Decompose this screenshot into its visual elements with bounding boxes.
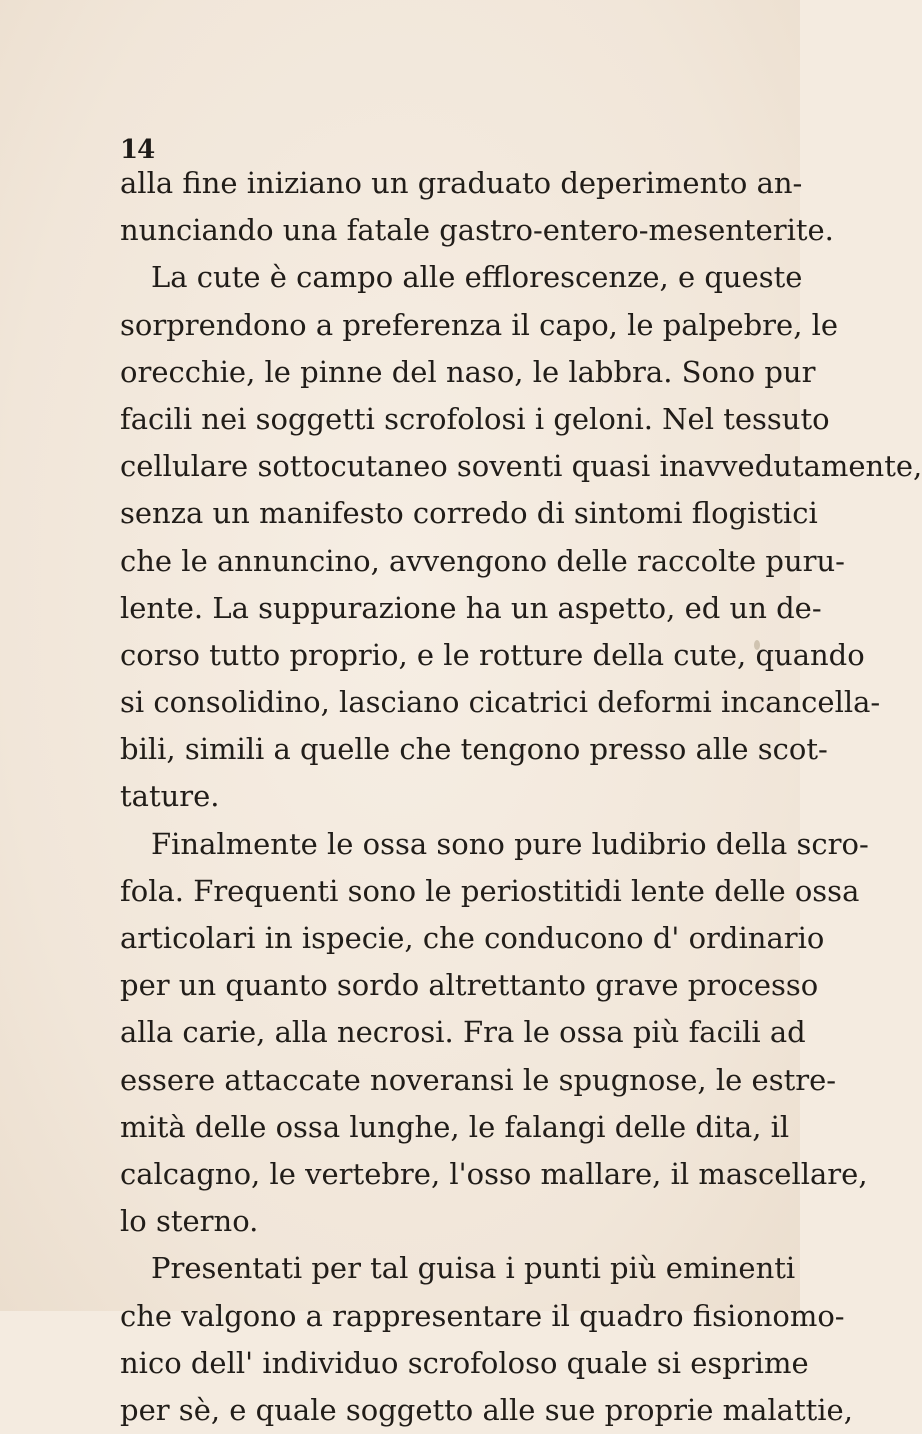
text-line: calcagno, le vertebre, l'osso mallare, il mascellare, [120,1156,868,1191]
text-line: La cute è campo alle efflorescenze, e queste [151,260,803,295]
text-line: cellulare sottocutaneo soventi quasi inavvedutamente, [120,449,922,484]
text-line: per un quanto sordo altrettanto grave processo [120,968,819,1003]
text-line: orecchie, le pinne del naso, le labbra. Sono pur [120,354,816,389]
text-line: sorprendono a preferenza il capo, le palpebre, le [120,307,839,342]
text-line: senza un manifesto corredo di sintomi flogistici [120,496,818,531]
text-line: fola. Frequenti sono le periostitidi lente delle ossa [120,873,860,908]
text-line: essere attaccate noveransi le spugnose, le estre- [120,1062,837,1097]
text-line: facili nei soggetti scrofolosi i geloni. Nel tessuto [120,401,830,436]
page-number: 14 [120,135,155,165]
text-line: tature. [120,779,220,814]
text-line: corso tutto proprio, e le rotture della cute, quando [120,637,865,672]
text-line: nunciando una fatale gastro-entero-mesenterite. [120,213,834,248]
text-line: Presentati per tal guisa i punti più eminenti [151,1251,796,1286]
text-line: lente. La suppurazione ha un aspetto, ed un de- [120,590,822,625]
text-line: che le annuncino, avvengono delle raccolte puru- [120,543,845,578]
text-line: alla fine iniziano un graduato deperimento an- [120,166,803,200]
text-line: lo sterno. [120,1204,259,1239]
text-line: per sè, e quale soggetto alle sue proprie malattie, [120,1392,853,1427]
text-line: alla carie, alla necrosi. Fra le ossa più facili ad [120,1015,806,1050]
text-line: nico dell' individuo scrofoloso quale si esprime [120,1345,809,1380]
text-line: articolari in ispecie, che conducono d' ordinario [120,921,825,955]
body-text [120,160,922,1434]
text-line: mità delle ossa lunghe, le falangi delle dita, il [120,1109,790,1144]
text-line: bili, simili a quelle che tengono presso alle scot- [120,732,828,767]
text-line: Finalmente le ossa sono pure ludibrio della scro- [151,826,869,861]
text-line: si consolidino, lasciano cicatrici deformi incancella- [120,685,881,720]
text-line: che valgono a rappresentare il quadro fisionomo- [120,1298,845,1333]
